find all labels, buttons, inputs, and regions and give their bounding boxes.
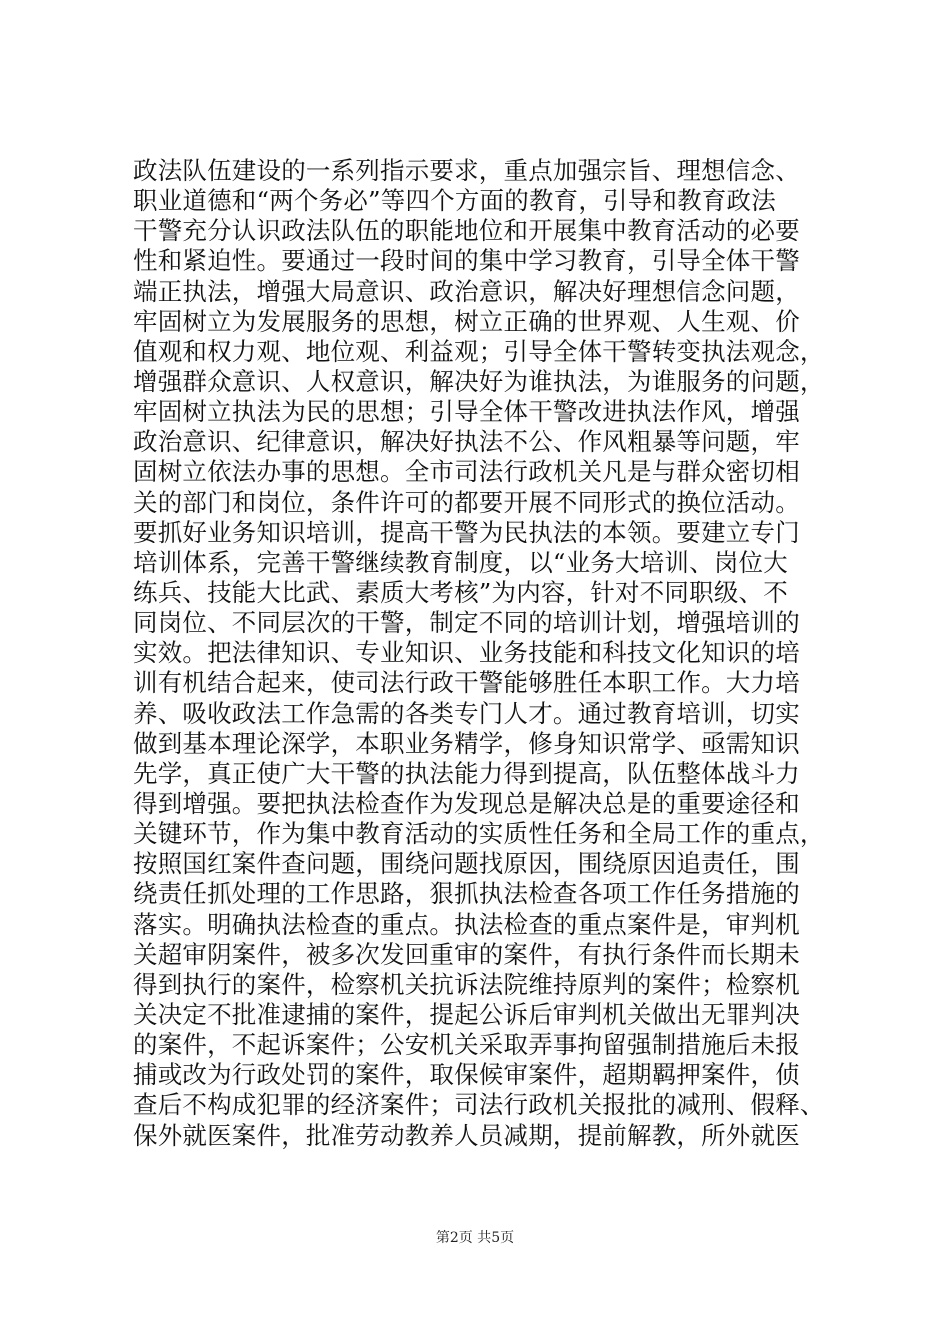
text-line: 绕责任抓处理的工作思路，狠抓执法检查各项工作任务措施的 bbox=[133, 879, 800, 909]
text-line: 得到执行的案件，检察机关抗诉法院维持原判的案件；检察机 bbox=[133, 969, 800, 999]
text-line: 增强群众意识、人权意识，解决好为谁执法，为谁服务的问题， bbox=[133, 366, 825, 396]
page-number-footer: 第2页 共5页 bbox=[435, 1230, 515, 1246]
text-line: 同岗位、不同层次的干警，制定不同的培训计划，增强培训的 bbox=[133, 608, 800, 638]
text-line: 牢固树立执法为民的思想；引导全体干警改进执法作风，增强 bbox=[133, 397, 800, 427]
text-line: 牢固树立为发展服务的思想，树立正确的世界观、人生观、价 bbox=[133, 306, 800, 336]
text-line: 性和紧迫性。要通过一段时间的集中学习教育，引导全体干警 bbox=[133, 246, 800, 276]
text-line: 政法队伍建设的一系列指示要求，重点加强宗旨、理想信念、 bbox=[133, 156, 800, 185]
text-line: 得到增强。要把执法检查作为发现总是解决总是的重要途径和 bbox=[133, 788, 800, 818]
text-line: 培训体系，完善干警继续教育制度，以“业务大培训、岗位大 bbox=[133, 547, 788, 577]
text-line: 训有机结合起来，使司法行政干警能够胜任本职工作。大力培 bbox=[133, 668, 800, 698]
text-line: 干警充分认识政法队伍的职能地位和开展集中教育活动的必要 bbox=[133, 216, 800, 246]
text-line: 捕或改为行政处罚的案件，取保候审案件，超期羁押案件，侦 bbox=[133, 1060, 800, 1090]
text-line: 要抓好业务知识培训，提高干警为民执法的本领。要建立专门 bbox=[133, 517, 800, 547]
text-line: 端正执法，增强大局意识、政治意识，解决好理想信念问题， bbox=[133, 276, 800, 306]
text-line: 练兵、技能大比武、素质大考核”为内容，针对不同职级、不 bbox=[133, 577, 788, 607]
text-line: 的案件，不起诉案件；公安机关采取弄事拘留强制措施后未报 bbox=[133, 1030, 800, 1060]
text-line: 做到基本理论深学，本职业务精学，修身知识常学、亟需知识 bbox=[133, 728, 800, 758]
text-line: 固树立依法办事的思想。全市司法行政机关凡是与群众密切相 bbox=[133, 457, 800, 487]
text-line: 落实。明确执法检查的重点。执法检查的重点案件是，审判机 bbox=[133, 909, 800, 939]
text-line: 实效。把法律知识、专业知识、业务技能和科技文化知识的培 bbox=[133, 638, 800, 668]
text-line: 养、吸收政法工作急需的各类专门人才。通过教育培训，切实 bbox=[133, 698, 800, 728]
text-line: 保外就医案件，批准劳动教养人员减期，提前解教，所外就医 bbox=[133, 1120, 800, 1150]
text-line: 关的部门和岗位，条件许可的都要开展不同形式的换位活动。 bbox=[133, 487, 800, 517]
text-line: 关键环节，作为集中教育活动的实质性任务和全局工作的重点， bbox=[133, 819, 825, 849]
text-line: 关超审阴案件，被多次发回重审的案件，有执行条件而长期未 bbox=[133, 939, 800, 969]
text-line: 先学，真正使广大干警的执法能力得到提高，队伍整体战斗力 bbox=[133, 758, 800, 788]
body-text bbox=[133, 156, 833, 1151]
text-line: 政治意识、纪律意识，解决好执法不公、作风粗暴等问题，牢 bbox=[133, 427, 800, 457]
text-line: 关决定不批准逮捕的案件，提起公诉后审判机关做出无罪判决 bbox=[133, 999, 800, 1029]
text-line: 查后不构成犯罪的经济案件；司法行政机关报批的减刑、假释、 bbox=[133, 1090, 825, 1120]
text-line: 职业道德和“两个务必”等四个方面的教育，引导和教育政法 bbox=[133, 186, 776, 216]
text-line: 值观和权力观、地位观、利益观；引导全体干警转变执法观念， bbox=[133, 336, 825, 366]
text-line: 按照国红案件查问题，围绕问题找原因，围绕原因追责任，围 bbox=[133, 849, 800, 879]
